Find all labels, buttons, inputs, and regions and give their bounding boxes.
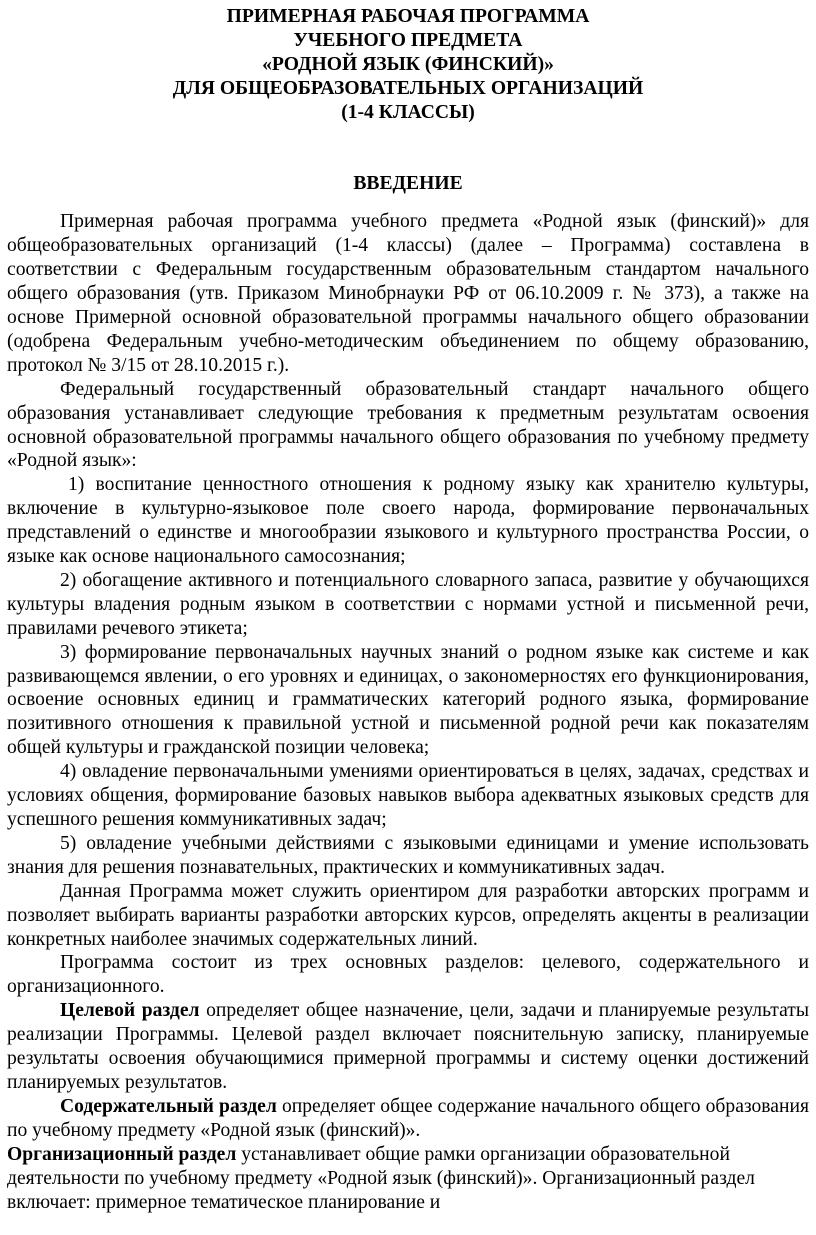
title-line-2: УЧЕБНОГО ПРЕДМЕТА [293,29,523,51]
paragraph-content-section [7,1095,809,1143]
title-line-5: (1-4 КЛАССЫ) [341,101,475,123]
list-item-5: 5) овладение учебными действиями с языковыми единицами и умение использовать знания для решения познавательных, практических и коммуникативных задач. [7,832,809,878]
paragraph-organizational-section [7,1143,809,1215]
content-section-term: Содержательный раздел [60,1095,277,1117]
target-section-text: определяет общее назначение, цели, задачи и планируемые результаты реализации Программы. Целевой раздел включает пояснительную записку, планируемые результаты освоения обучающимися примерной программы и систему оценки достижений планируемых результатов. [7,1000,809,1093]
organizational-section-term: Организационный раздел [7,1143,237,1165]
paragraph-program-structure: Программа состоит из трех основных разделов: целевого, содержательного и организационного. [7,952,809,998]
list-item-2: 2) обогащение активного и потенциального словарного запаса, развитие у обучающихся культуры владения родным языком в соответствии с нормами устной и письменной речи, правилами речевого этикета; [7,569,809,639]
target-section-term: Целевой раздел [60,1000,200,1022]
document-page [0,5,816,1235]
list-item-1: 1) воспитание ценностного отношения к родному языку как хранителю культуры, включение в культурно-языковое поле своего народа, формирование первоначальных представлений о единстве и многообразии языкового и культурного пространства России, о языке как основе национального самосознания; [7,474,809,568]
title-line-1: ПРИМЕРНАЯ РАБОЧАЯ ПРОГРАММА [226,6,590,27]
paragraph-program-guide: Данная Программа может служить ориентиром для разработки авторских программ и позволяет выбирать варианты разработки авторских курсов, определять акценты в реализации конкретных наиболее значимых содержательных линий. [7,880,809,950]
title-line-3: «РОДНОЙ ЯЗЫК (ФИНСКИЙ)» [262,53,554,75]
section-heading: ВВЕДЕНИЕ [353,173,463,195]
paragraph-target-section [7,999,809,1095]
document-title [7,5,809,124]
organizational-section-text-1: устанавливает общие рамки организации образовательной [236,1143,730,1165]
content-section-text: определяет общее содержание начального общего образования по учебному предмету «Родной язык (финский)». [7,1095,809,1141]
organizational-section-text-3: включает: примерное тематическое планирование и [7,1191,441,1213]
title-line-4: ДЛЯ ОБЩЕОБРАЗОВАТЕЛЬНЫХ ОРГАНИЗАЦИЙ [172,77,644,99]
paragraph-standard: Федеральный государственный образовательный стандарт начального общего образования устанавливает следующие требования к предметным результатам освоения основной образовательной программы начального общего образования по учебному предмету «Родной язык»: [7,378,809,472]
list-item-3: 3) формирование первоначальных научных знаний о родном языке как системе и как развивающемся явлении, о его уровнях и единицах, о закономерностях его функционирования, освоение основных единиц и грамматических категорий родного языка, формирование позитивного отношения к правильной устной и письменной родной речи как показателям общей культуры и гражданской позиции человека; [7,641,809,759]
organizational-section-text-2: деятельности по учебному предмету «Родной язык (финский)». Организационный раздел [7,1167,755,1189]
list-item-4: 4) овладение первоначальными умениями ориентироваться в целях, задачах, средствах и условиях общения, формирование базовых навыков выбора адекватных языковых средств для успешного решения коммуникативных задач; [7,761,809,831]
paragraph-intro: Примерная рабочая программа учебного предмета «Родной язык (финский)» для общеобразовательных организаций (1-4 классы) (далее – Программа) составлена в соответствии с Федеральным государственным образовательным стандартом начального общего образования (утв. Приказом Минобрнауки РФ от 06.10.2009 г. № 373), а также на основе Примерной основной образовательной программы начального общего образовании (одобрена Федеральным учебно-методическим объединением по общему образованию, протокол № 3/15 от 28.10.2015 г.). [7,211,809,376]
